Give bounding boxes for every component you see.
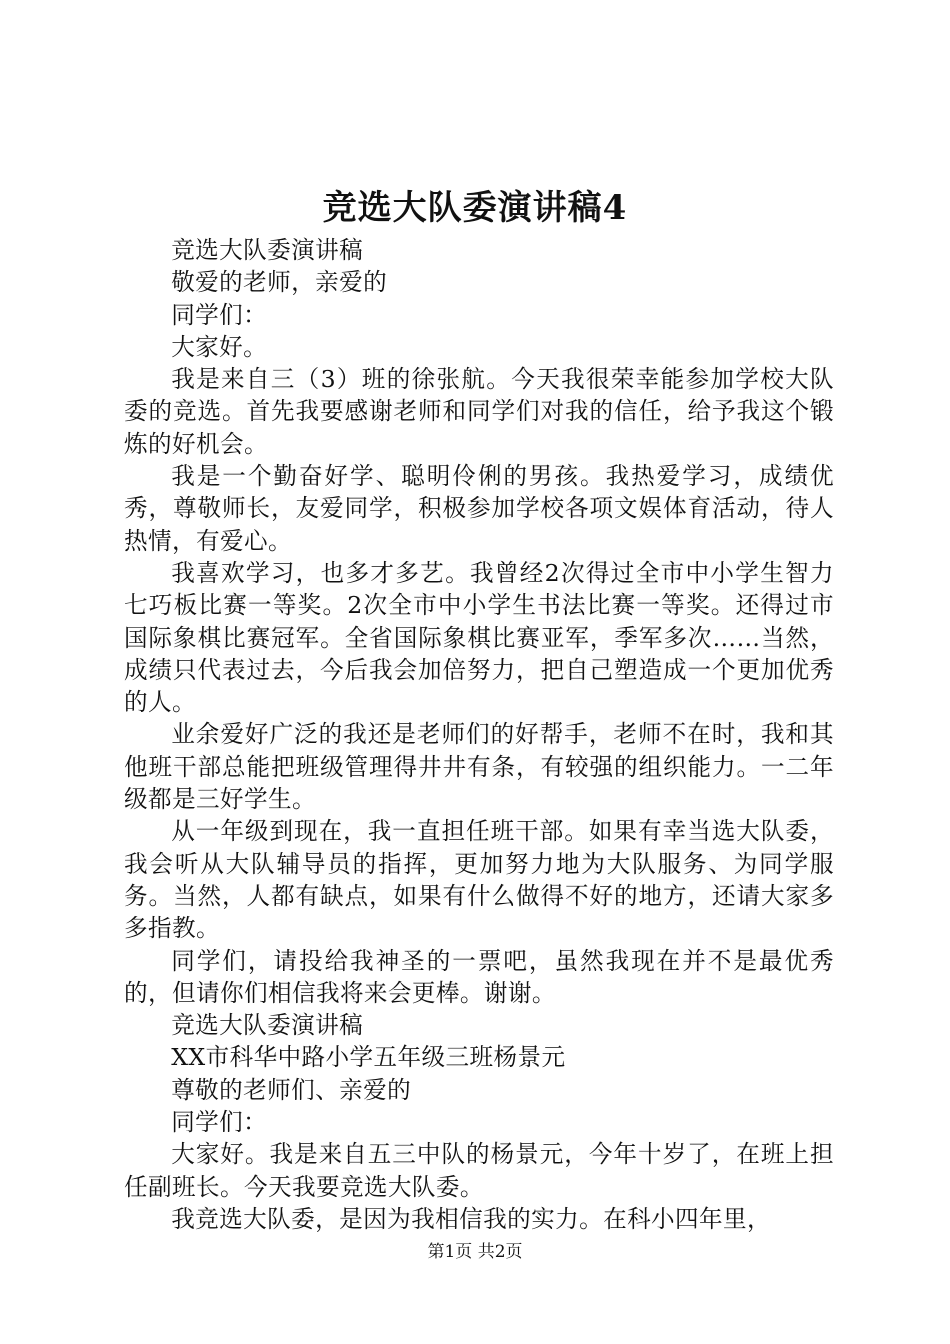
- paragraph: 敬爱的老师，亲爱的: [171, 268, 388, 297]
- paragraph: 竞选大队委演讲稿: [171, 1011, 364, 1040]
- paragraph: 我喜欢学习，也多才多艺。我曾经2次得过全市中小学生智力七巧板比赛一等奖。2次全市中小学生书法比赛一等奖。还得过市国际象棋比赛冠军。全省国际象棋比赛亚军，季军多次……当然，成绩只代表过去，今后我会加倍努力，把自己塑造成一个更加优秀的人。: [124, 558, 834, 717]
- paragraph: 我是一个勤奋好学、聪明伶俐的男孩。我热爱学习，成绩优秀，尊敬师长，友爱同学，积极参加学校各项文娱体育活动，待人热情，有爱心。: [124, 462, 834, 555]
- paragraph: 尊敬的老师们、亲爱的: [171, 1075, 412, 1104]
- document-body: [124, 234, 834, 1235]
- paragraph: 竞选大队委演讲稿: [171, 236, 364, 264]
- document-title: 竞选大队委演讲稿4: [322, 188, 628, 228]
- paragraph: 我是来自三（3）班的徐张航。今天我很荣幸能参加学校大队委的竞选。首先我要感谢老师和同学们对我的信任，给予我这个锻炼的好机会。: [124, 365, 834, 458]
- paragraph: XX市科华中路小学五年级三班杨景元: [171, 1043, 566, 1072]
- paragraph: 大家好。我是来自五三中队的杨景元，今年十岁了，在班上担任副班长。今天我要竞选大队委。: [124, 1140, 834, 1201]
- paragraph: 业余爱好广泛的我还是老师们的好帮手，老师不在时，我和其他班干部总能把班级管理得井井有条，有较强的组织能力。一二年级都是三好学生。: [124, 720, 834, 814]
- paragraph: 从一年级到现在，我一直担任班干部。如果有幸当选大队委，我会听从大队辅导员的指挥，更加努力地为大队服务、为同学服务。当然，人都有缺点，如果有什么做得不好的地方，还请大家多多指教。: [124, 817, 834, 943]
- page-footer: 第1页 共2页: [427, 1242, 523, 1262]
- paragraph: 同学们，请投给我神圣的一票吧，虽然我现在并不是最优秀的，但请你们相信我将来会更棒。谢谢。: [124, 946, 834, 1007]
- paragraph: 我竞选大队委，是因为我相信我的实力。在科小四年里，: [171, 1204, 772, 1233]
- paragraph: 同学们：: [171, 1108, 268, 1137]
- paragraph: 同学们：: [171, 300, 268, 329]
- paragraph: 大家好。: [171, 332, 268, 361]
